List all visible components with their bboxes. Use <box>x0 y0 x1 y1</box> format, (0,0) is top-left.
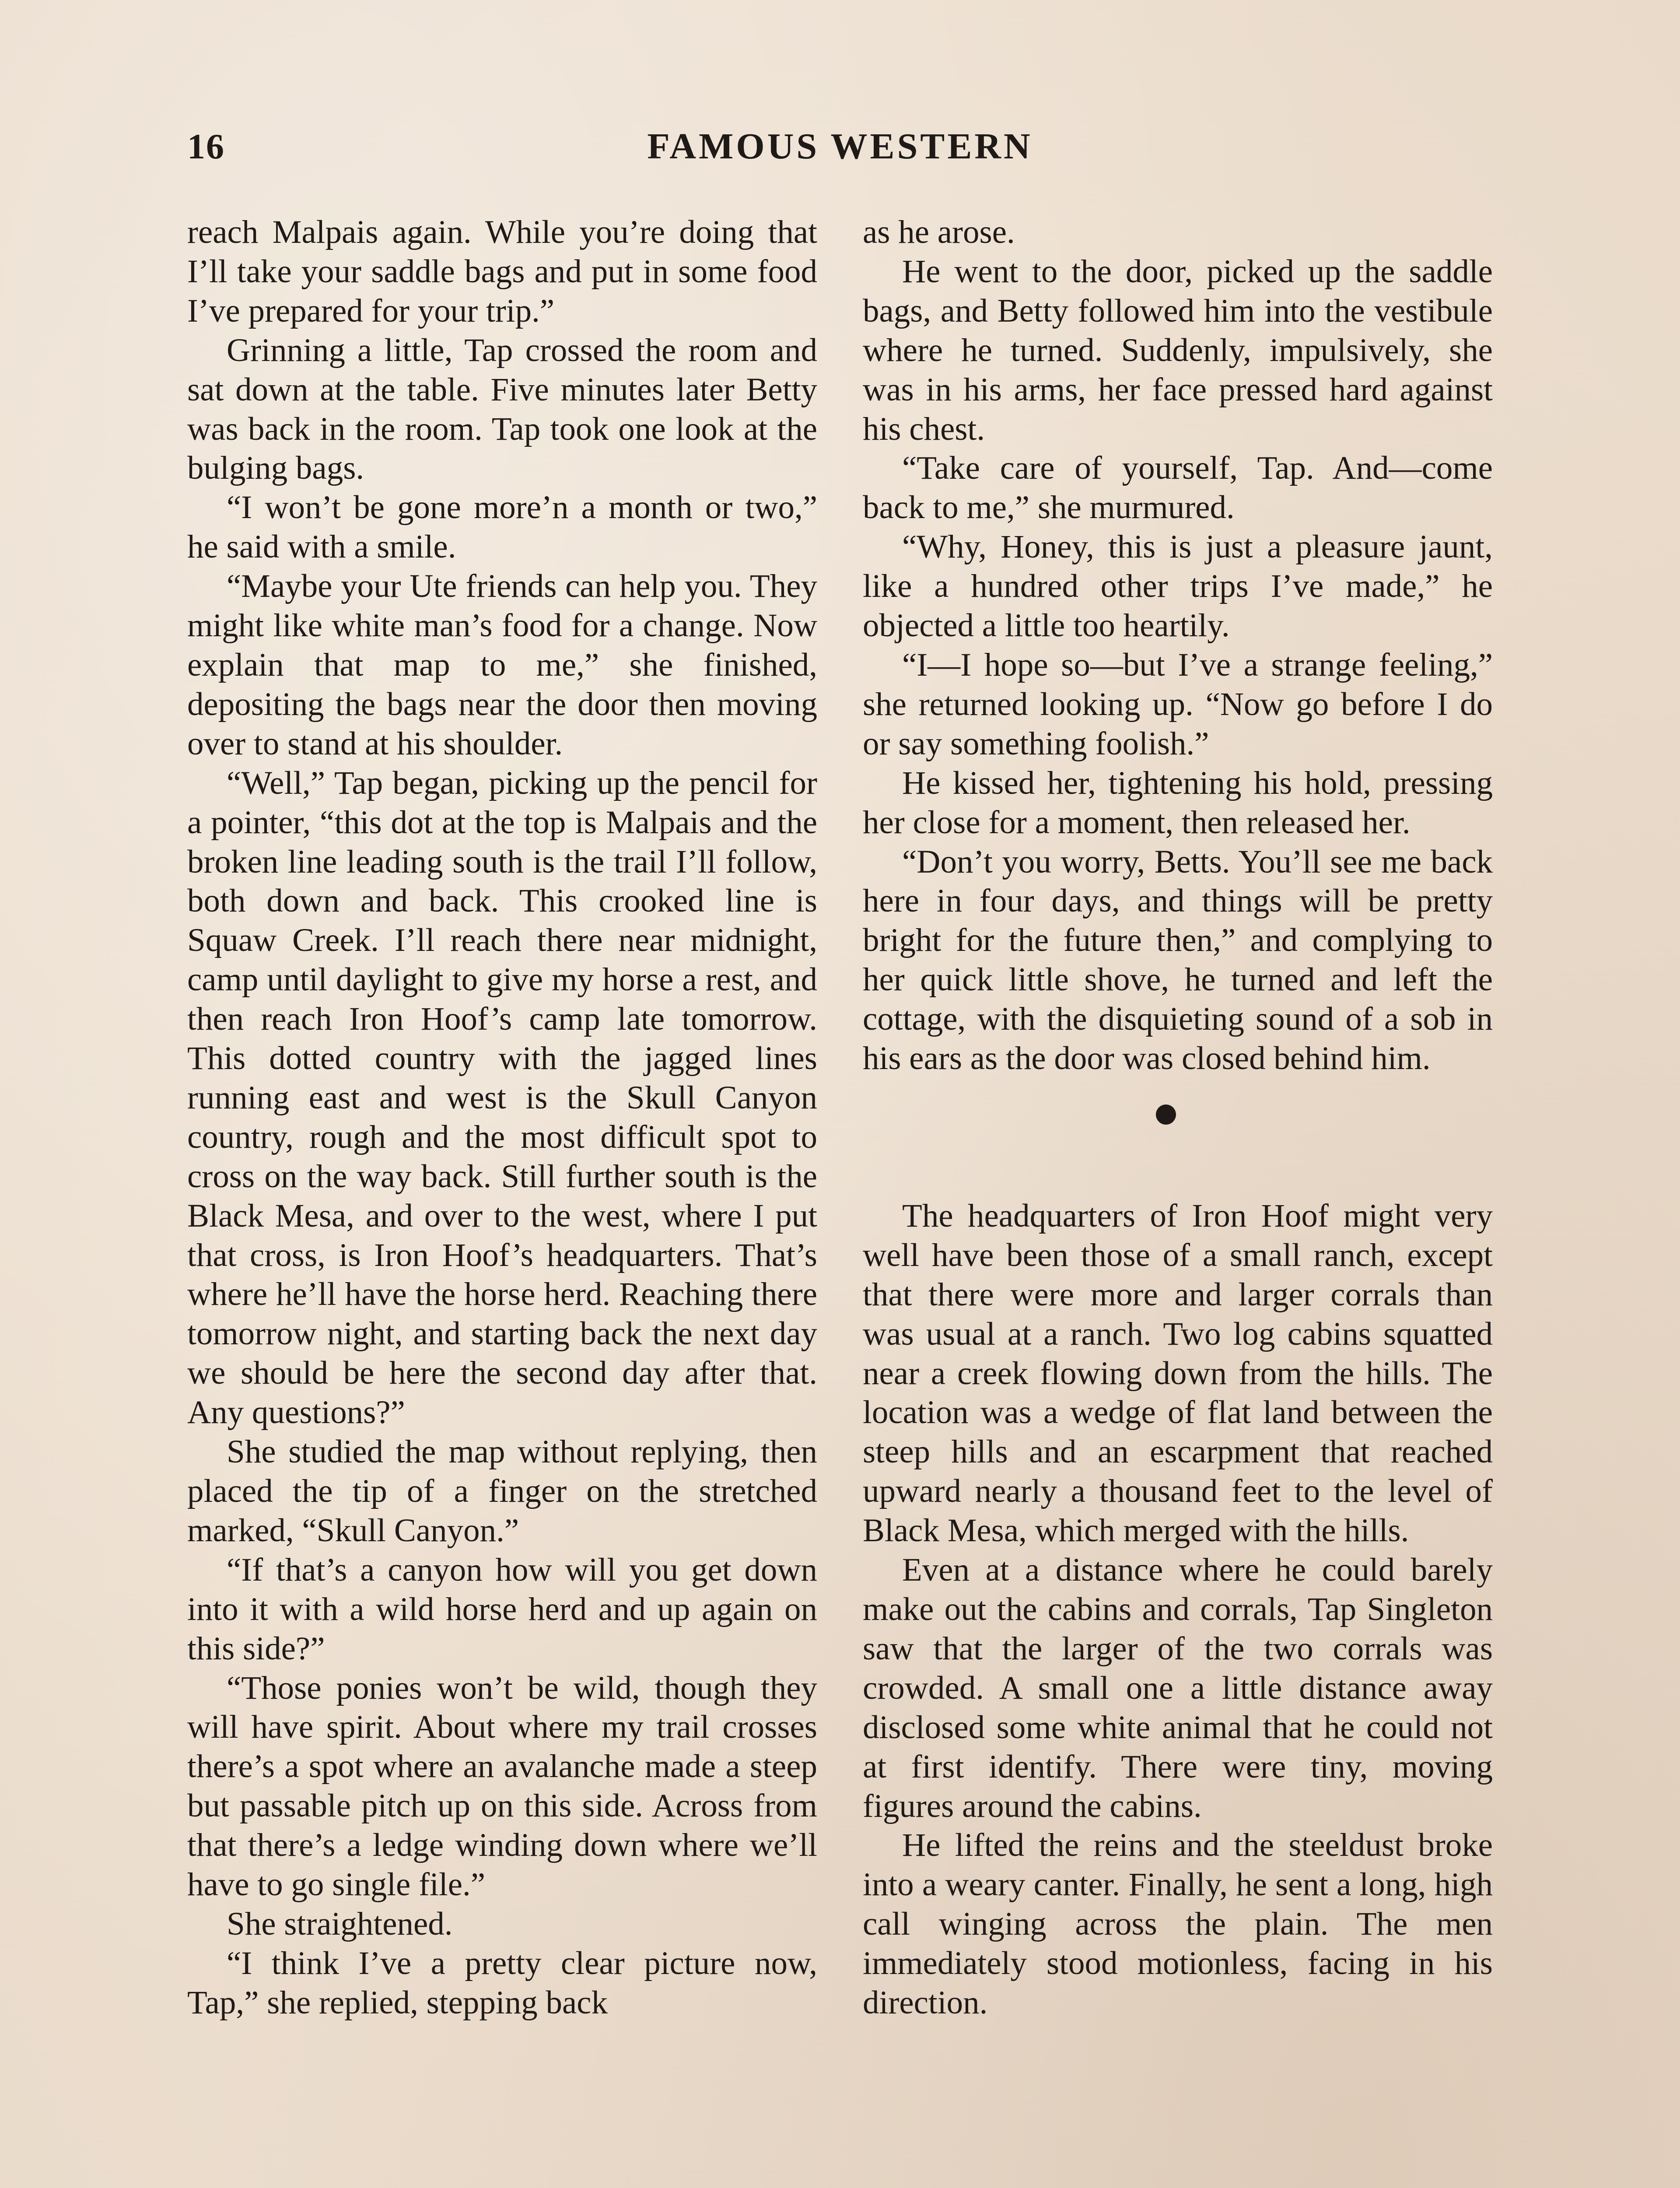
section-break-dot-icon <box>1156 1105 1176 1125</box>
page-header <box>0 0 1680 184</box>
paragraph: He lifted the reins and the steeldust broke into a weary canter. Finally, he sent a long, high call winging across the plain. The men immediately stood motionless, facing in his direction. <box>863 1827 1493 2021</box>
paragraph: “Take care of yourself, Tap. And—come back to me,” she murmured. <box>863 450 1493 526</box>
paragraph: He went to the door, picked up the saddle bags, and Betty followed him into the vestibule where he turned. Suddenly, impulsively, she was in his arms, her face pressed hard against his chest. <box>863 253 1493 447</box>
paragraph: “Don’t you worry, Betts. You’ll see me back here in four days, and things will be pretty bright for the future then,” and complying to her quick little shove, he turned and left the cottage, with the disquieting sound of a sob in his ears as the door was closed behind him. <box>863 843 1493 1077</box>
paragraph: “Why, Honey, this is just a pleasure jaunt, like a hundred other trips I’ve made,” he objected a little too heartily. <box>863 529 1493 644</box>
paragraph: “Well,” Tap began, picking up the pencil for a pointer, “this dot at the top is Malpais and the broken line leading south is the trail I’ll follow, both down and back. This crooked line is Squaw Creek. I’ll reach there near midnight, camp until daylight to give my horse a rest, and then reach Iron Hoof’s camp late tomorrow. This dotted country with the jagged lines running east and west is the Skull Canyon country, rough and the most difficult spot to cross on the way back. Still further south is the Black Mesa, and over to the west, where I put that cross, is Iron Hoof’s headquarters. That’s where he’ll have the horse herd. Reaching there tomorrow night, and starting back the next day we should be here the second day after that. Any questions?” <box>187 764 817 1431</box>
section-break <box>863 1078 1493 1196</box>
paragraph: She studied the map without replying, then placed the tip of a finger on the stretched marked, “Skull Canyon.” <box>187 1434 817 1549</box>
page-number: 16 <box>187 126 225 166</box>
paragraph: Even at a distance where he could barely make out the cabins and corrals, Tap Singleton saw that the larger of the two corrals was crowded. A small one a little distance away disclosed some white animal that he could not at first identify. There were tiny, moving figures around the cabins. <box>863 1552 1493 1824</box>
paragraph: He kissed her, tightening his hold, pressing her close for a moment, then released her. <box>863 764 1493 841</box>
right-column <box>863 213 1493 2023</box>
paragraph: “I think I’ve a pretty clear picture now, Tap,” she replied, stepping back <box>187 1945 817 2021</box>
paragraph: “I—I hope so—but I’ve a strange feeling,” she returned looking up. “Now go before I do or say something foolish.” <box>863 646 1493 762</box>
paragraph: “If that’s a canyon how will you get down into it with a wild horse herd and up again on this side?” <box>187 1551 817 1667</box>
paragraph: “Those ponies won’t be wild, though they will have spirit. About where my trail crosses there’s a spot where an avalanche made a steep but passable pitch up on this side. Across from that there’s a ledge winding down where we’ll have to go single file.” <box>187 1669 817 1903</box>
paragraph: She straightened. <box>227 1905 453 1942</box>
running-head: FAMOUS WESTERN <box>647 126 1033 167</box>
left-column <box>187 213 817 2023</box>
paragraph: The headquarters of Iron Hoof might very well have been those of a small ranch, except that there were more and larger corrals than was usual at a ranch. Two log cabins squatted near a creek flowing down from the hills. The location was a wedge of flat land between the steep hills and an escarpment that reached upward nearly a thousand feet to the level of Black Mesa, which merged with the hills. <box>863 1197 1493 1549</box>
paragraph: “I won’t be gone more’n a month or two,” he said with a smile. <box>187 489 817 565</box>
paragraph: Grinning a little, Tap crossed the room and sat down at the table. Five minutes later Betty was back in the room. Tap took one look at the bulging bags. <box>187 332 817 487</box>
paragraph: “Maybe your Ute friends can help you. They might like white man’s food for a change. Now explain that map to me,” she finished, depositing the bags near the door then moving over to stand at his shoulder. <box>187 568 817 762</box>
paragraph: as he arose. <box>863 214 1015 250</box>
paragraph: reach Malpais again. While you’re doing that I’ll take your saddle bags and put in some food I’ve prepared for your trip.” <box>187 214 817 329</box>
